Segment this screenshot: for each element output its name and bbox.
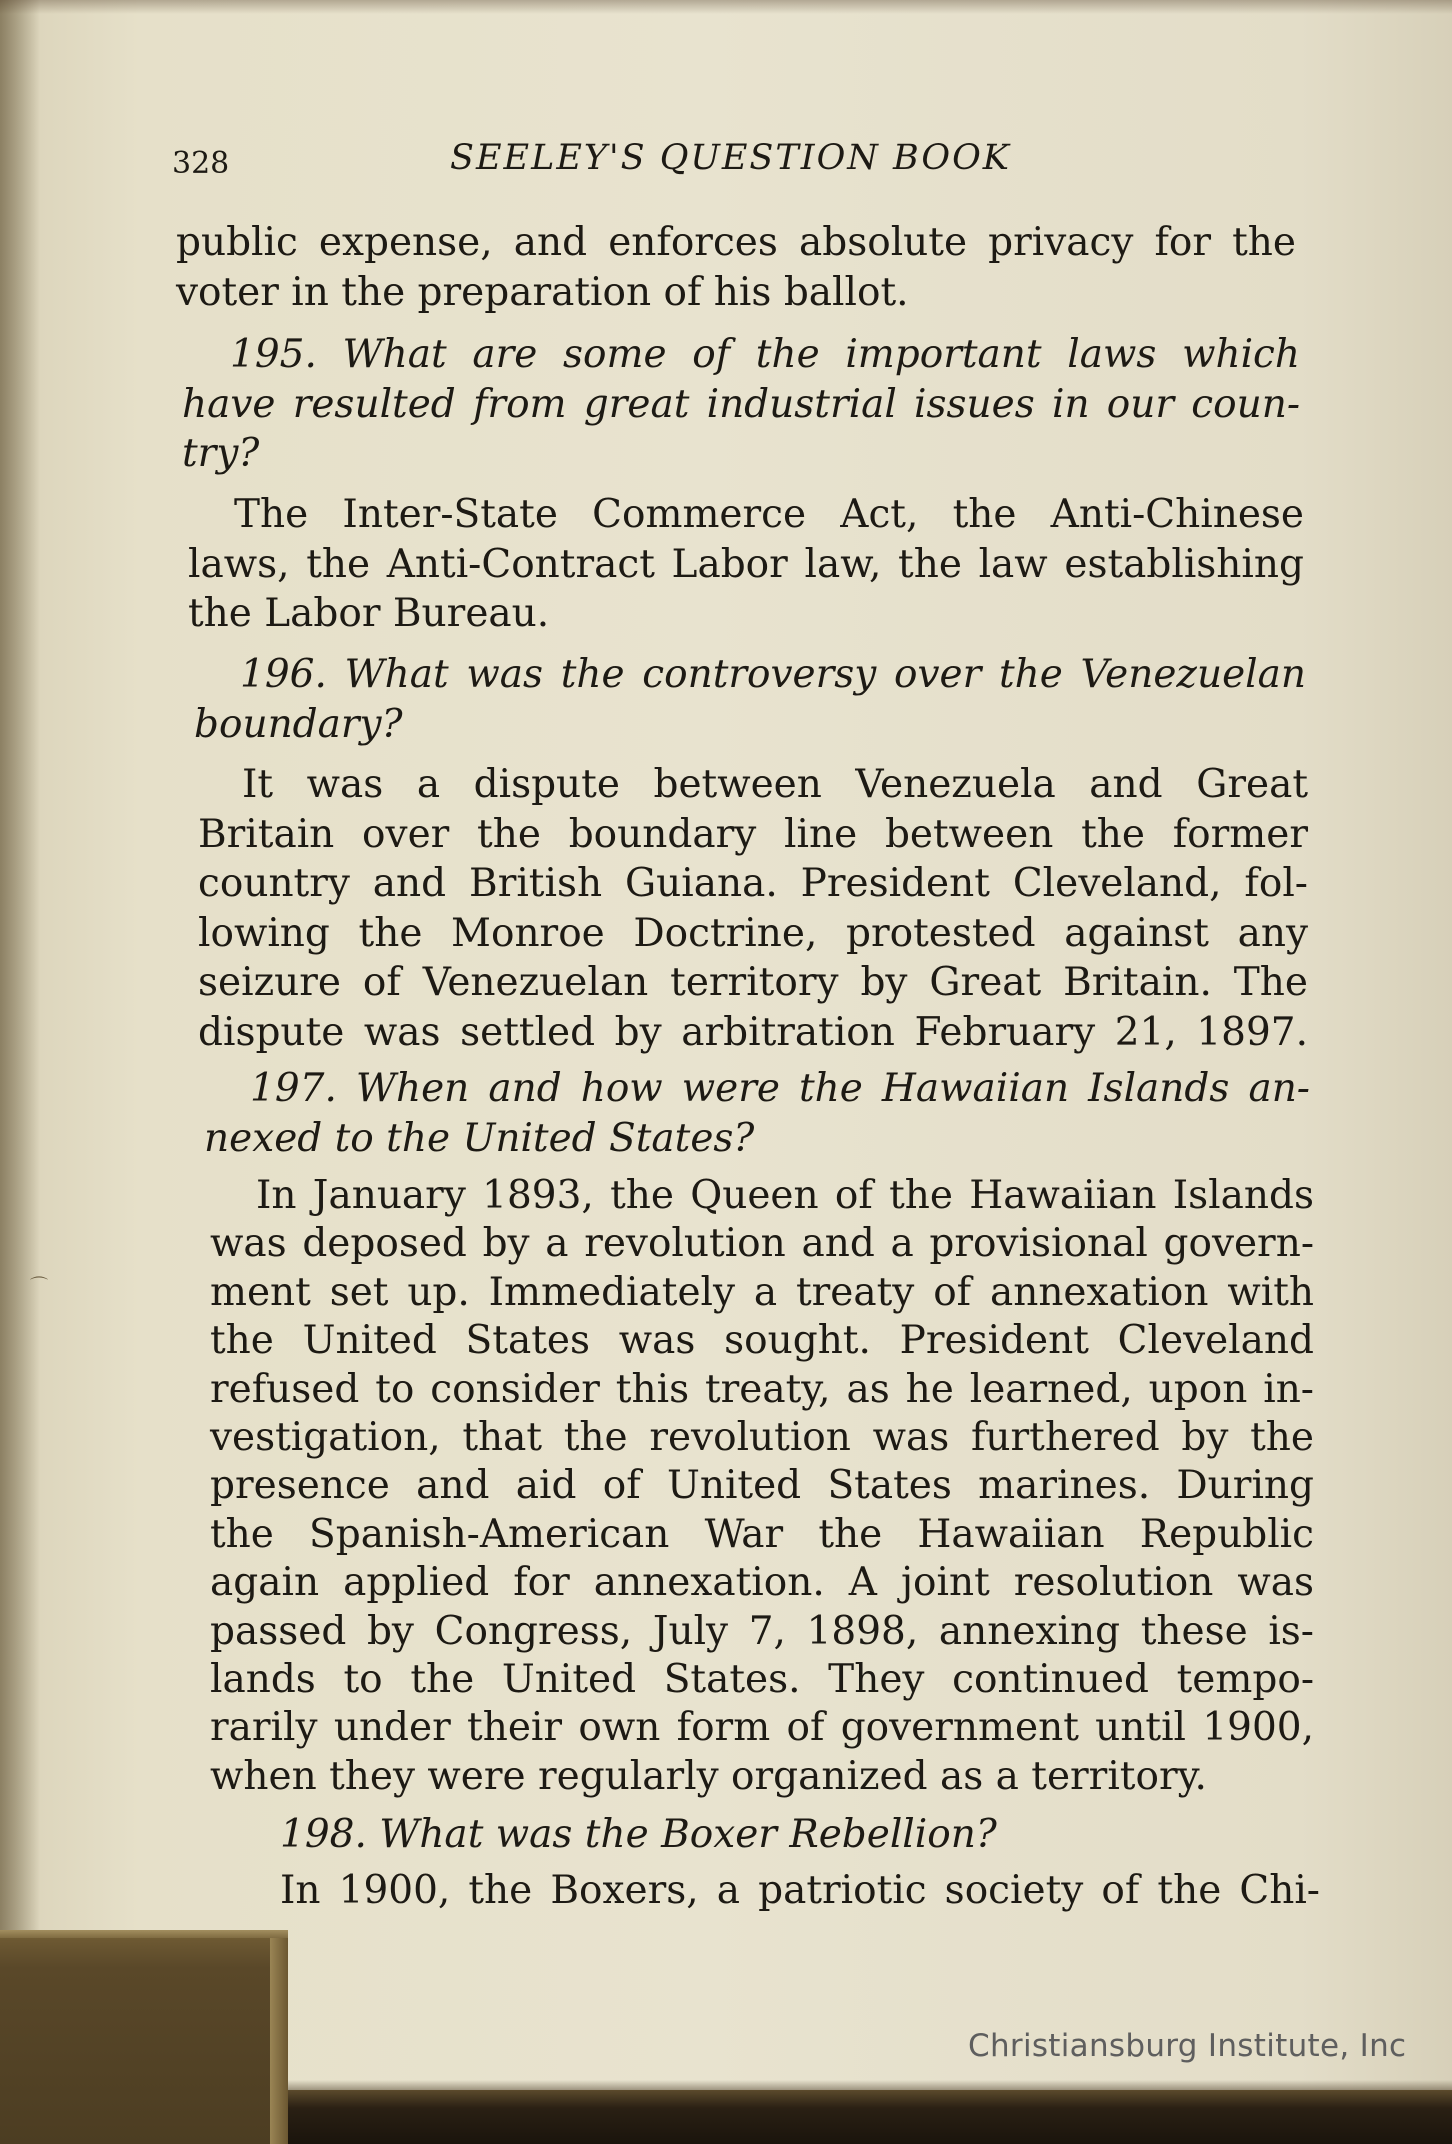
running-title: SEELEY'S QUESTION BOOK [450, 138, 1011, 178]
text-line: In January 1893, the Queen of the Hawaiian Islands [256, 1173, 1314, 1218]
answer-continuation [176, 218, 1296, 317]
text-line: vestigation, that the revolution was furthered by the [210, 1415, 1314, 1461]
text-line: again applied for annexation. A joint resolution was [210, 1560, 1314, 1606]
text-line: when they were regularly organized as a territory. [210, 1753, 1207, 1799]
answer-195 [188, 490, 1304, 639]
text-line: rarily under their own form of government until 1900, [210, 1705, 1314, 1751]
text-line: 195. What are some of the important laws which [230, 332, 1300, 377]
question-198 [280, 1810, 1310, 1860]
text-line: dispute was settled by arbitration February 21, 1897. [198, 1009, 1308, 1055]
text-line: passed by Congress, July 7, 1898, annexing these is- [210, 1608, 1314, 1654]
margin-mark [30, 1272, 58, 1286]
text-line: laws, the Anti-Contract Labor law, the law establishing [188, 541, 1304, 587]
text-line: try? [182, 431, 260, 476]
text-line: the Spanish-American War the Hawaiian Republic [210, 1511, 1314, 1557]
text-line: In 1900, the Boxers, a patriotic society of the Chi- [280, 1868, 1320, 1913]
text-line: 198. What was the Boxer Rebellion? [280, 1812, 997, 1857]
text-line: public expense, and enforces absolute privacy for the [176, 220, 1296, 265]
text-line: was deposed by a revolution and a provisional govern- [210, 1221, 1314, 1267]
text-line: refused to consider this treaty, as he learned, upon in- [210, 1366, 1314, 1412]
watermark: Christiansburg Institute, Inc [968, 2028, 1407, 2064]
text-line: seizure of Venezuelan territory by Great Britain. The [198, 960, 1308, 1005]
text-line: lands to the United States. They continued tempo- [210, 1657, 1314, 1703]
text-line: country and British Guiana. President Cleveland, fol- [198, 861, 1308, 906]
text-line: boundary? [194, 701, 403, 747]
text-line: The Inter-State Commerce Act, the Anti-Chinese [234, 492, 1304, 537]
answer-196 [198, 760, 1308, 1057]
page-number: 328 [172, 146, 230, 181]
text-line: lowing the Monroe Doctrine, protested against any [198, 910, 1308, 956]
text-line: It was a dispute between Venezuela and Great [242, 762, 1308, 807]
text-line: 196. What was the controversy over the Venezuelan [240, 652, 1306, 697]
text-line: the United States was sought. President Cleveland [210, 1318, 1314, 1364]
question-197 [204, 1064, 1310, 1163]
text-line: 197. When and how were the Hawaiian Islands an- [250, 1066, 1310, 1111]
question-195 [182, 330, 1300, 479]
answer-198 [280, 1866, 1320, 1916]
running-header [172, 138, 1172, 188]
text-line: presence and aid of United States marines. During [210, 1463, 1314, 1509]
text-line: Britain over the boundary line between the former [198, 811, 1308, 857]
text-line: the Labor Bureau. [188, 591, 550, 636]
text-line: ment set up. Immediately a treaty of annexation with [210, 1269, 1314, 1315]
question-196 [194, 650, 1306, 749]
text-line: nexed to the United States? [204, 1115, 755, 1161]
text-line: have resulted from great industrial issues in our coun- [182, 381, 1300, 427]
text-line: voter in the preparation of his ballot. [176, 269, 909, 315]
answer-197 [210, 1172, 1314, 1801]
